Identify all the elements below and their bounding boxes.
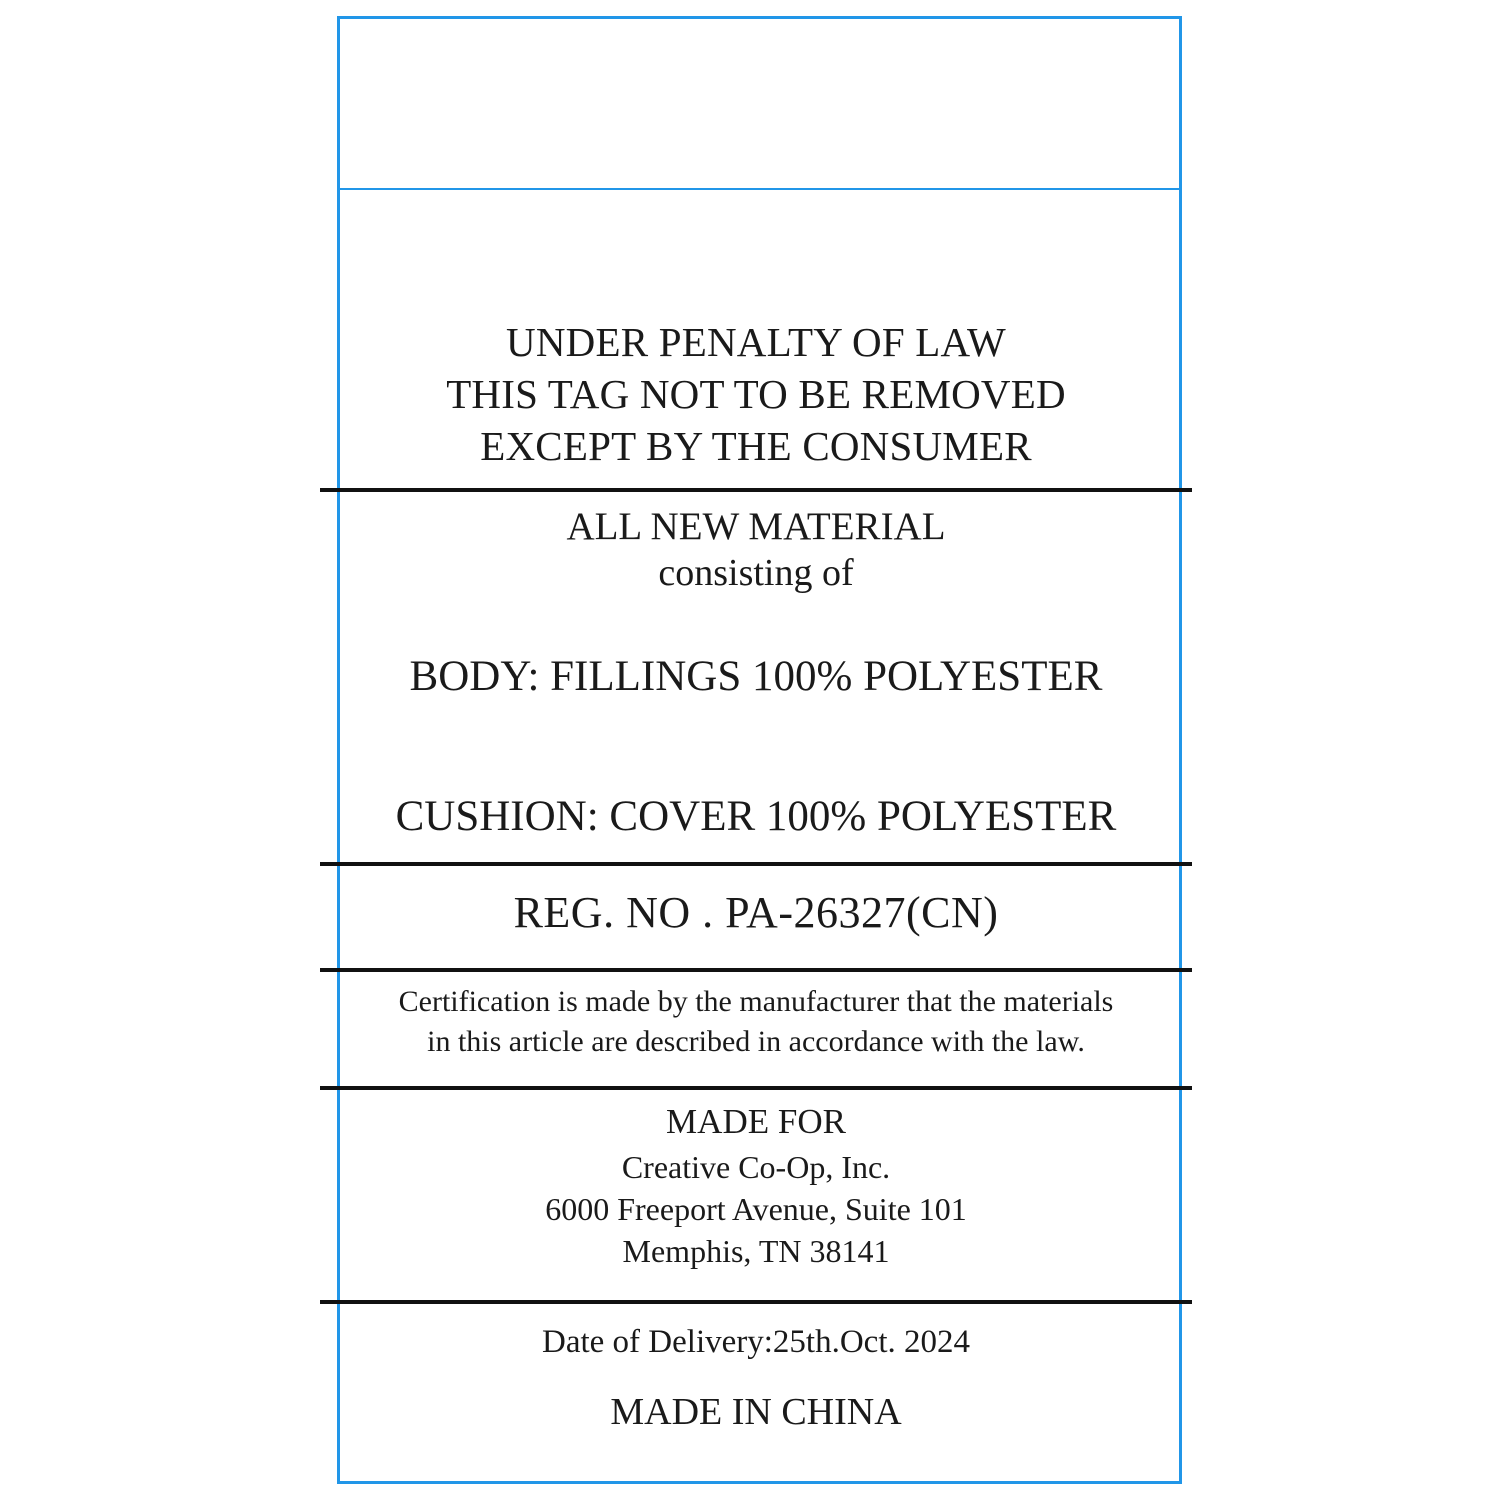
certification-line-2: in this article are described in accordance with the law.	[427, 1025, 1085, 1058]
penalty-notice-section	[320, 316, 1192, 488]
blank-panel-divider	[337, 188, 1182, 190]
section-divider-1	[320, 488, 1192, 492]
material-subheading: consisting of	[658, 552, 854, 594]
section-divider-4	[320, 1086, 1192, 1090]
penalty-line-1: UNDER PENALTY OF LAW	[506, 319, 1006, 365]
penalty-line-2: THIS TAG NOT TO BE REMOVED	[446, 371, 1066, 417]
registration-section	[320, 876, 1192, 968]
certification-line-1: Certification is made by the manufacturer that the materials	[398, 985, 1114, 1018]
country-of-origin: MADE IN CHINA	[610, 1391, 902, 1433]
penalty-line-3: EXCEPT BY THE CONSUMER	[480, 423, 1032, 469]
section-divider-2	[320, 862, 1192, 866]
made-for-section	[320, 1098, 1192, 1300]
footer-section	[320, 1314, 1192, 1464]
section-divider-5	[320, 1300, 1192, 1304]
material-heading: ALL NEW MATERIAL	[566, 505, 946, 548]
delivery-date: Date of Delivery:25th.Oct. 2024	[542, 1324, 970, 1360]
blank-top-panel	[320, 16, 1192, 188]
label-content	[320, 16, 1192, 1484]
made-for-title: MADE FOR	[666, 1102, 846, 1141]
material-section	[320, 504, 1192, 862]
material-cushion-line: CUSHION: COVER 100% POLYESTER	[395, 793, 1117, 840]
registration-number: REG. NO . PA-26327(CN)	[513, 888, 999, 937]
made-for-company: Creative Co-Op, Inc.	[621, 1149, 891, 1185]
material-body-line: BODY: FILLINGS 100% POLYESTER	[409, 653, 1103, 700]
made-for-address-line-1: 6000 Freeport Avenue, Suite 101	[545, 1191, 967, 1227]
certification-section	[320, 982, 1192, 1086]
made-for-address-line-2: Memphis, TN 38141	[622, 1233, 890, 1269]
section-divider-3	[320, 968, 1192, 972]
